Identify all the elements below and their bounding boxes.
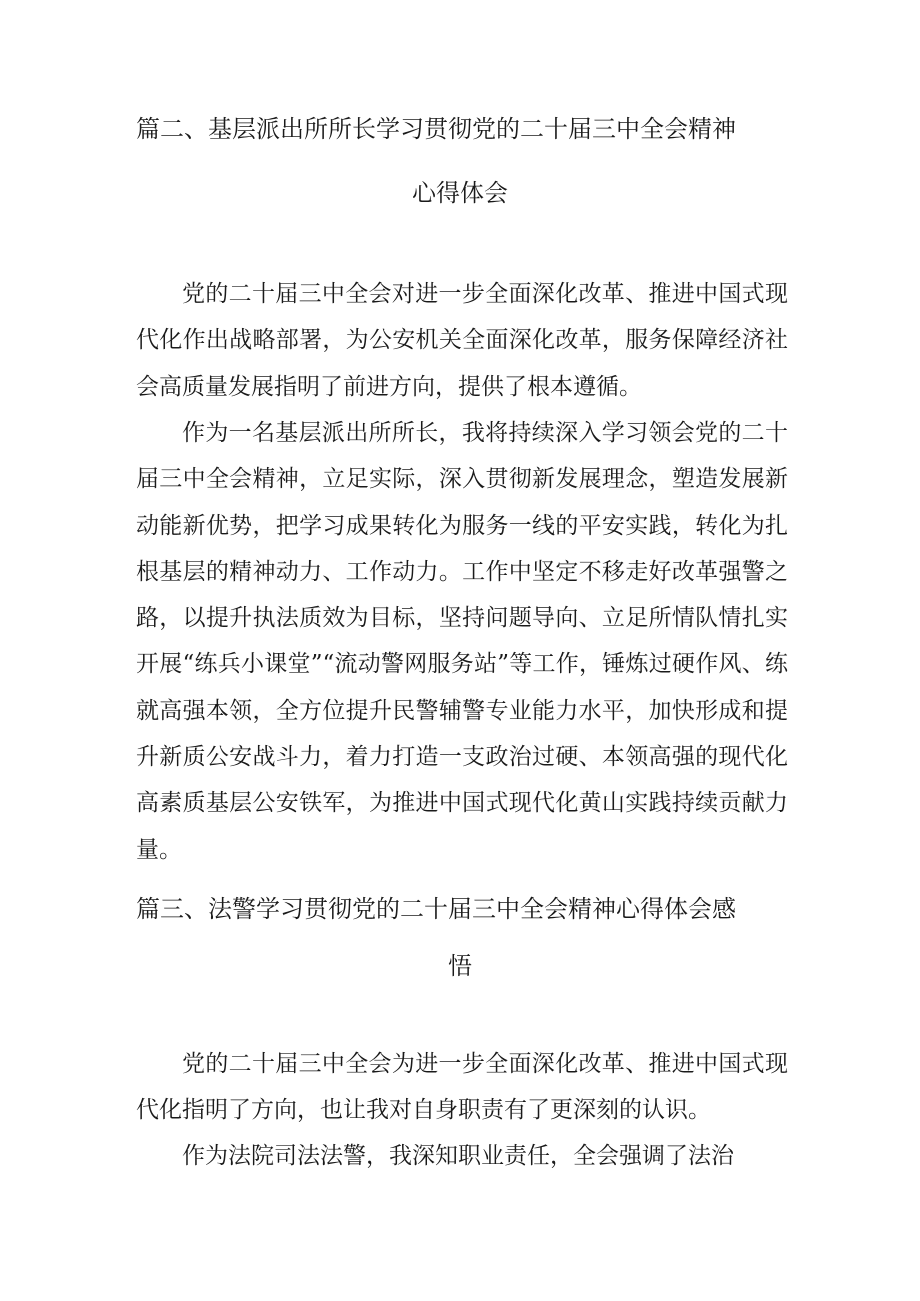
section-3-heading-line-1: 篇三、法警学习贯彻党的二十届三中全会精神心得体会感 — [136, 895, 736, 923]
section-3-paragraph-1: 党的二十届三中全会为进一步全面深化改革、推进中国式现代化指明了方向，也让我对自身职责有了更深刻的认识。 — [136, 1051, 788, 1124]
section-2-heading-line-1: 篇二、基层派出所所长学习贯彻党的二十届三中全会精神 — [136, 115, 736, 143]
section-3-paragraph-2: 作为法院司法法警，我深知职业责任，全会强调了法治 — [182, 1143, 734, 1169]
section-2-paragraph-1: 党的二十届三中全会对进一步全面深化改革、推进中国式现代化作出战略部署，为公安机关全面深化改革，服务保障经济社会高质量发展指明了前进方向，提供了根本遵循。 — [136, 281, 788, 400]
section-2-paragraph-2: 作为一名基层派出所所长，我将持续深入学习领会党的二十届三中全会精神，立足实际，深入贯彻新发展理念，塑造发展新动能新优势，把学习成果转化为服务一线的平安实践，转化为扎根基层的精神动力、工作动力。工作中坚定不移走好改革强警之路，以提升执法质效为目标，坚持问题导向、立足所情队情扎实开展“练兵小课堂”“流动警网服务站”等工作，锤炼过硬作风、练就高强本领，全方位提升民警辅警专业能力水平，加快形成和提升新质公安战斗力，着力打造一支政治过硬、本领高强的现代化高素质基层公安铁军，为推进中国式现代化黄山实践持续贡献力量。 — [136, 420, 788, 863]
section-2-heading-line-2: 心得体会 — [412, 179, 508, 207]
section-3-heading-line-2: 悟 — [448, 952, 472, 980]
